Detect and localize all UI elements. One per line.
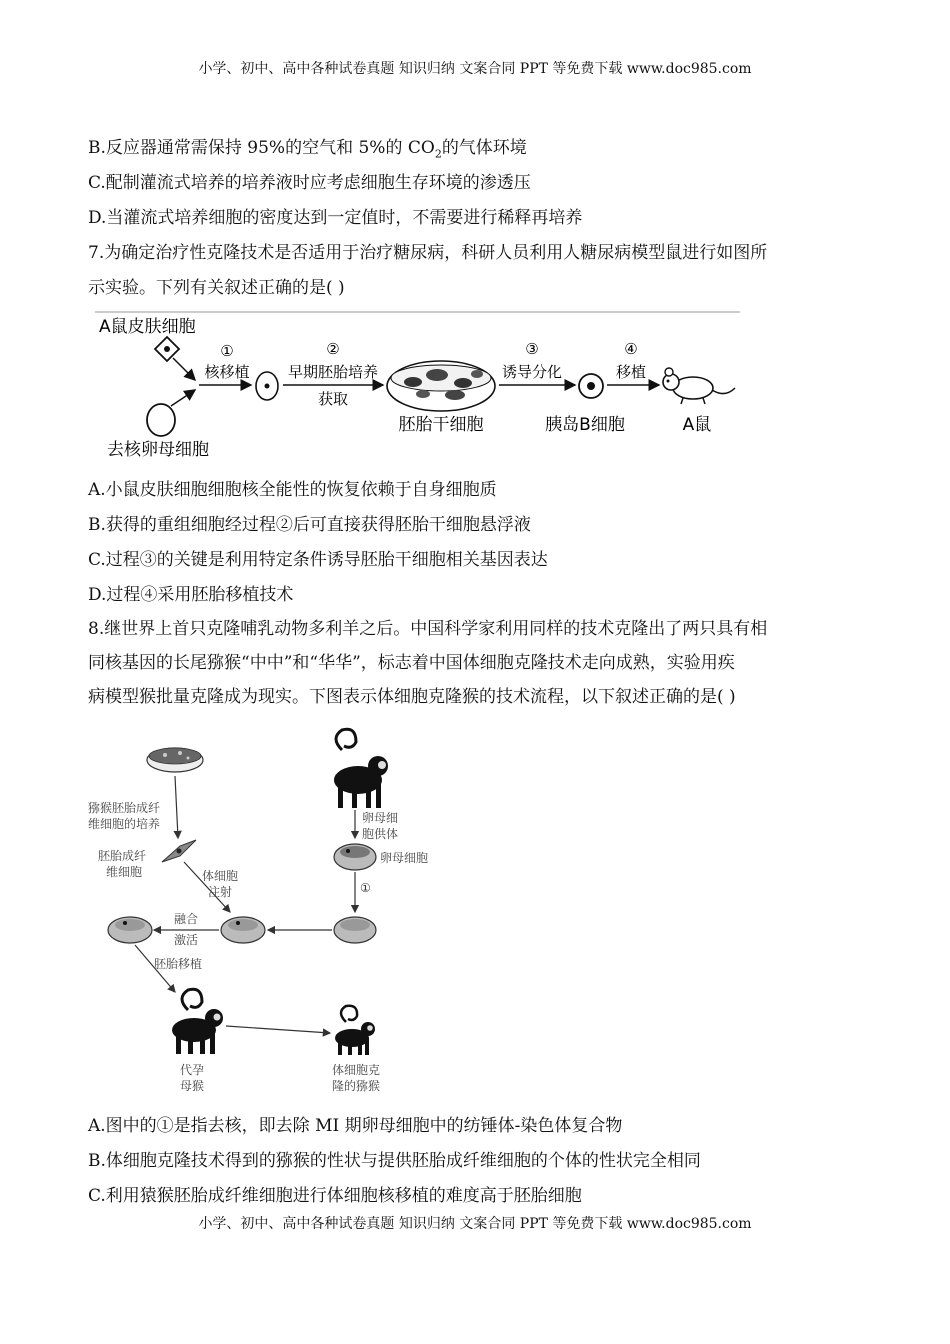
step2-number: ② (326, 340, 340, 358)
step4-label: 移植 (615, 363, 647, 381)
prev-option-c: C.配制灌流式培养的培养液时应考虑细胞生存环境的渗透压 (88, 173, 531, 193)
q7-stem-line2: 示实验。下列有关叙述正确的是( ) (88, 278, 345, 298)
q8-option-a: A.图中的①是指去核，即去除 MI 期卵母细胞中的纺锤体-染色体复合物 (88, 1116, 623, 1136)
arrow-egg-to-transfer (171, 390, 195, 406)
page-header: 小学、初中、高中各种试卷真题 知识归纳 文案合同 PPT 等免费下载 www.doc985.com (198, 61, 752, 77)
enucleated-oocyte-cell (334, 917, 376, 943)
step2-sublabel: 获取 (317, 390, 349, 408)
clone-label-2: 隆的猕猴 (332, 1079, 381, 1093)
enucleated-egg-label: 去核卵母细胞 (107, 440, 209, 460)
arrow-birth (226, 1026, 330, 1033)
arrow-dish-to-fibroblast (175, 776, 178, 838)
islet-b-label: 胰岛B细胞 (545, 415, 625, 435)
fibroblast-cell (162, 840, 196, 862)
surrogate-monkey-icon (172, 989, 223, 1054)
step1-number: ① (360, 881, 371, 895)
q8-stem-line1: 8.继世界上首只克隆哺乳动物多利羊之后。中国科学家利用同样的技术克隆出了两只具有相 (88, 619, 768, 639)
prev-option-d: D.当灌流式培养细胞的密度达到一定值时，不需要进行稀释再培养 (88, 208, 583, 228)
enucleated-egg-cell (147, 404, 175, 436)
q7-option-c: C.过程③的关键是利用特定条件诱导胚胎干细胞相关基因表达 (88, 550, 548, 570)
prev-option-b-tail: 的气体环境 (441, 138, 527, 158)
co2-subscript: 2 (434, 147, 442, 161)
q8-option-c: C.利用猿猴胚胎成纤维细胞进行体细胞核移植的难度高于胚胎细胞 (88, 1186, 582, 1206)
embryonic-stem-cell-dish (387, 361, 495, 411)
oocyte-label: 卵母细胞 (380, 851, 429, 865)
step1-number: ① (220, 342, 234, 360)
transfer-label: 胚胎移植 (154, 957, 203, 971)
step4-number: ④ (624, 340, 638, 358)
q7-option-d: D.过程④采用胚胎移植技术 (88, 585, 294, 605)
q7-option-a: A.小鼠皮肤细胞细胞核全能性的恢复依赖于自身细胞质 (88, 480, 497, 500)
step3-label: 诱导分化 (501, 363, 563, 381)
oocyte-cell (334, 844, 376, 870)
surrogate-label-2: 母猴 (180, 1079, 205, 1093)
step1-label: 核移植 (204, 363, 250, 381)
fibroblast-label-2: 维细胞 (106, 865, 143, 879)
reconstructed-embryo-cell (108, 917, 152, 943)
mouse-icon (663, 368, 735, 404)
donor-label-1: 卵母细 (362, 811, 399, 825)
donor-label-2: 胞供体 (362, 827, 399, 841)
fibroblast-label-1: 胚胎成纤 (98, 849, 147, 863)
q7-option-b: B.获得的重组细胞经过程②后可直接获得胚胎干细胞悬浮液 (88, 515, 531, 535)
skin-cell-diamond (155, 337, 179, 361)
injection-label-2: 注射 (208, 885, 233, 899)
q7-figure (95, 310, 745, 465)
culture-dish (147, 748, 203, 772)
step3-number: ③ (525, 340, 539, 358)
q8-option-b: B.体细胞克隆技术得到的猕猴的性状与提供胚胎成纤维细胞的个体的性状完全相同 (88, 1151, 701, 1171)
q8-stem-line2: 同核基因的长尾猕猴“中中”和“华华”，标志着中国体细胞克隆技术走向成熟，实验用疾 (88, 653, 735, 673)
injection-label-1: 体细胞 (202, 869, 239, 883)
recombinant-cell (256, 372, 278, 400)
prev-option-b (88, 133, 527, 160)
es-cell-label: 胚胎干细胞 (398, 415, 484, 435)
cloned-monkey-icon (335, 1006, 375, 1055)
a-mouse-label: A鼠 (682, 415, 712, 435)
prev-option-b-text: B.反应器通常需保持 95%的空气和 5%的 CO (88, 138, 435, 158)
q8-stem-line3: 病模型猴批量克隆成为现实。下图表示体细胞克隆猴的技术流程，以下叙述正确的是( ) (88, 687, 736, 707)
fusion-label-2: 激活 (174, 933, 199, 947)
a-skin-label: A鼠皮肤细胞 (99, 317, 196, 337)
culture-label-1: 猕猴胚胎成纤 (88, 801, 161, 815)
surrogate-label-1: 代孕 (180, 1063, 205, 1077)
q7-stem-line1: 7.为确定治疗性克隆技术是否适用于治疗糖尿病，科研人员利用人糖尿病模型鼠进行如图所 (88, 243, 768, 263)
step2-label: 早期胚胎培养 (287, 363, 379, 381)
q8-figure (80, 720, 460, 1095)
donor-monkey-icon (334, 729, 388, 808)
arrow-skin-to-transfer (173, 358, 195, 380)
islet-b-cell (579, 374, 603, 398)
page-footer: 小学、初中、高中各种试卷真题 知识归纳 文案合同 PPT 等免费下载 www.doc985.com (198, 1216, 752, 1232)
injected-oocyte-cell (221, 917, 265, 943)
fusion-label-1: 融合 (174, 912, 199, 926)
clone-label-1: 体细胞克 (332, 1063, 381, 1077)
culture-label-2: 维细胞的培养 (88, 817, 161, 831)
